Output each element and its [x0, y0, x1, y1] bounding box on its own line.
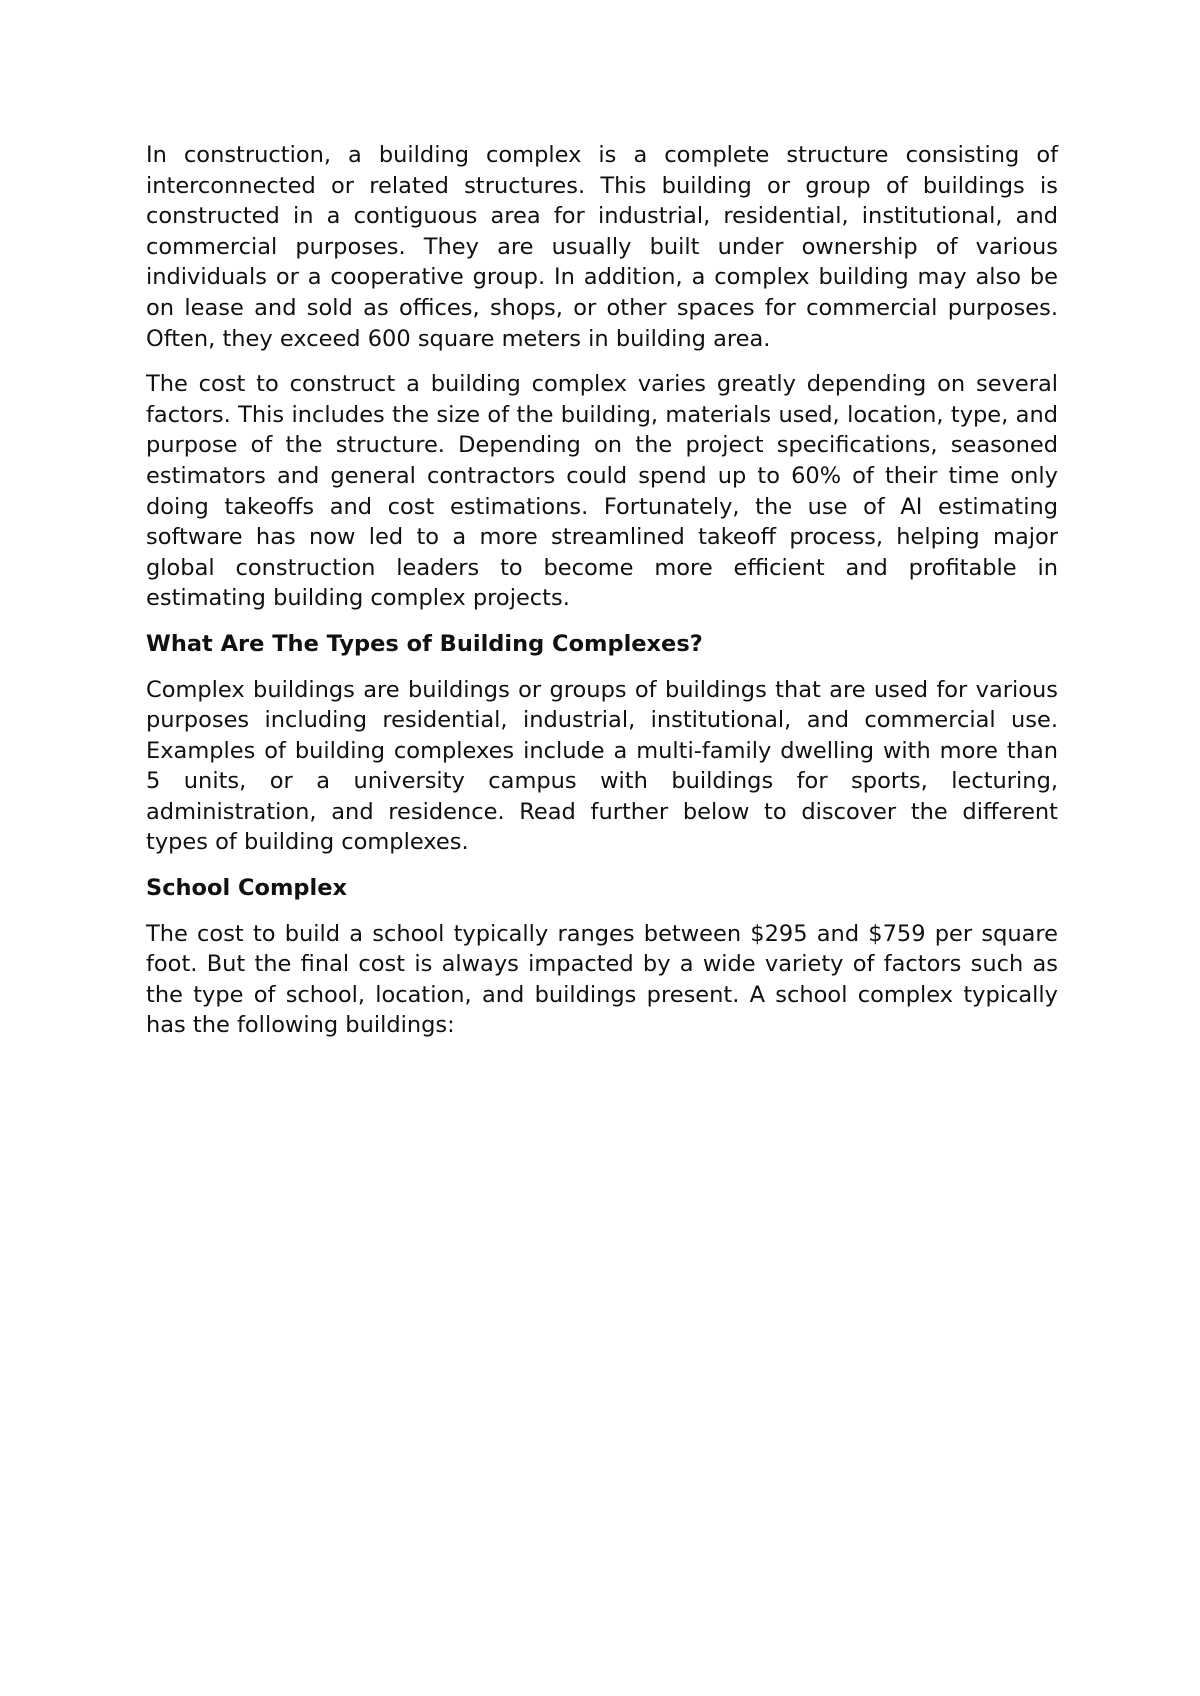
- intro-paragraph: In construction, a building complex is a complete structure consisting of interconnected or related structures. This building or group of buildings is constructed in a contiguous area for industrial, residential, institutional, and commercial purposes. They are usually built under ownership of various individuals or a cooperative group. In addition, a complex building may also be on lease and sold as offices, shops, or other spaces for commercial purposes. Often, they exceed 600 square meters in building area.: [146, 142, 1058, 352]
- types-paragraph: Complex buildings are buildings or groups of buildings that are used for various purposes including residential, industrial, institutional, and commercial use. Examples of building complexes include a multi-family dwelling with more than 5 units, or a university campus with buildings for sports, lecturing, administration, and residence. Read further below to discover the different types of building complexes.: [146, 676, 1058, 856]
- school-complex-heading: School Complex: [146, 875, 348, 902]
- cost-paragraph: The cost to construct a building complex varies greatly depending on several factors. This includes the size of the building, materials used, location, type, and purpose of the structure. Depending on the project specifications, seasoned estimators and general contractors could spend up to 60% of their time only doing takeoffs and cost estimations. Fortunately, the use of AI estimating software has now led to a more streamlined takeoff process, helping major global construction leaders to become more efficient and profitable in estimating building complex projects.: [146, 371, 1058, 612]
- document-body: [146, 140, 1058, 1056]
- school-paragraph: The cost to build a school typically ranges between $295 and $759 per square foot. But the final cost is always impacted by a wide variety of factors such as the type of school, location, and buildings present. A school complex typically has the following buildings:: [146, 920, 1058, 1039]
- types-heading: What Are The Types of Building Complexes?: [146, 630, 703, 657]
